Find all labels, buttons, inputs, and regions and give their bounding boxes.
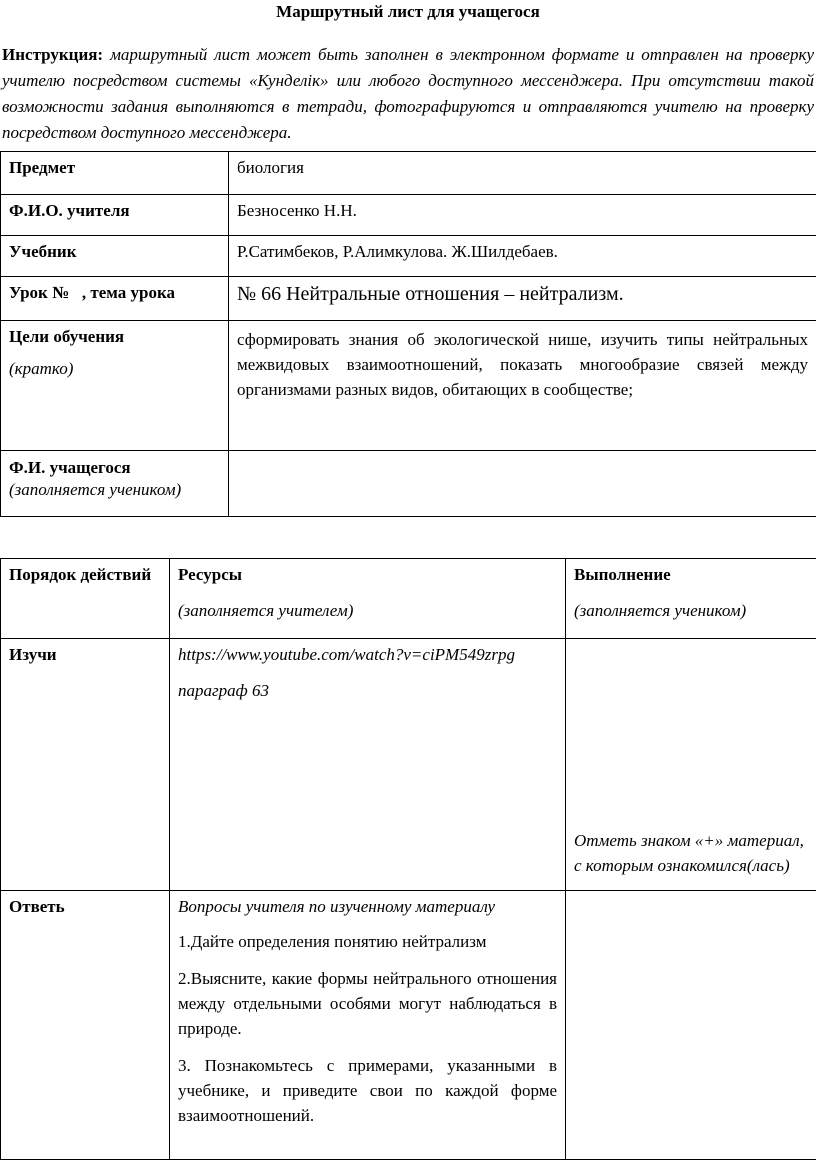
col-done-header [566, 559, 816, 639]
textbook-value: Р.Сатимбеков, Р.Алимкулова. Ж.Шилдебаев. [229, 236, 816, 277]
student-value[interactable] [229, 451, 816, 517]
steps-header-row [1, 559, 816, 639]
instruction-label: Инструкция: [2, 45, 103, 64]
instruction-text: маршрутный лист может быть заполнен в электронном формате и отправлен на проверку учителю посредством системы «Кунделік» или любого доступного мессенджера. При отсутствии такой возможности задания выполняются в тетради, фотографируются и отправляются учителю на проверку посредством доступного мессенджера. [2, 45, 814, 142]
study-row [1, 639, 816, 891]
done-title: Выполнение [574, 565, 808, 585]
video-link[interactable]: https://www.youtube.com/watch?v=ciPM549zrpg [178, 645, 557, 665]
resources-title: Ресурсы [178, 565, 557, 585]
teacher-value: Безносенко Н.Н. [229, 195, 816, 236]
question-1: 1.Дайте определения понятию нейтрализм [178, 929, 557, 954]
study-done-cell[interactable] [566, 639, 816, 891]
student-row [1, 451, 816, 517]
study-done-hint: Отметь знаком «+» материал, с которым ознакомился(лась) [574, 828, 804, 878]
goals-value: сформировать знания об экологической нише, изучить типы нейтральных межвидовых взаимоотношений, показать многообразие связей между организмами разных видов, обитающих в сообществе; [229, 321, 816, 451]
student-label: Ф.И. учащегося [9, 457, 220, 479]
col-actions-header: Порядок действий [1, 559, 170, 639]
lesson-row [1, 277, 816, 321]
steps-table [0, 558, 816, 1160]
done-note: (заполняется учеником) [574, 601, 808, 621]
question-3: 3. Познакомьтесь с примерами, указанными в учебнике, и приведите свои по каждой форме взаимоотношений. [178, 1053, 557, 1128]
teacher-row [1, 195, 816, 236]
subject-label: Предмет [1, 152, 229, 195]
answer-questions [170, 891, 566, 1160]
lesson-value: № 66 Нейтральные отношения – нейтрализм. [229, 277, 816, 321]
answer-row [1, 891, 816, 1160]
page-title: Маршрутный лист для учащегося [0, 2, 816, 22]
student-cell [1, 451, 229, 517]
question-2: 2.Выясните, какие формы нейтрального отношения между отдельными особями могут наблюдаться в природе. [178, 966, 557, 1041]
resources-note: (заполняется учителем) [178, 601, 557, 621]
instruction [2, 42, 814, 146]
answer-action: Ответь [1, 891, 170, 1160]
answer-done-cell[interactable] [566, 891, 816, 1160]
subject-row [1, 152, 816, 195]
goals-row [1, 321, 816, 451]
student-note: (заполняется учеником) [9, 479, 220, 501]
study-resources [170, 639, 566, 891]
paragraph-ref: параграф 63 [178, 681, 557, 701]
textbook-label: Учебник [1, 236, 229, 277]
questions-intro: Вопросы учителя по изученному материалу [178, 897, 557, 917]
goals-note: (кратко) [9, 359, 220, 379]
info-table [0, 151, 816, 517]
textbook-row [1, 236, 816, 277]
goals-label: Цели обучения [9, 327, 220, 347]
teacher-label: Ф.И.О. учителя [1, 195, 229, 236]
study-action: Изучи [1, 639, 170, 891]
subject-value: биология [229, 152, 816, 195]
lesson-label: Урок № , тема урока [1, 277, 229, 321]
goals-cell [1, 321, 229, 451]
col-resources-header [170, 559, 566, 639]
